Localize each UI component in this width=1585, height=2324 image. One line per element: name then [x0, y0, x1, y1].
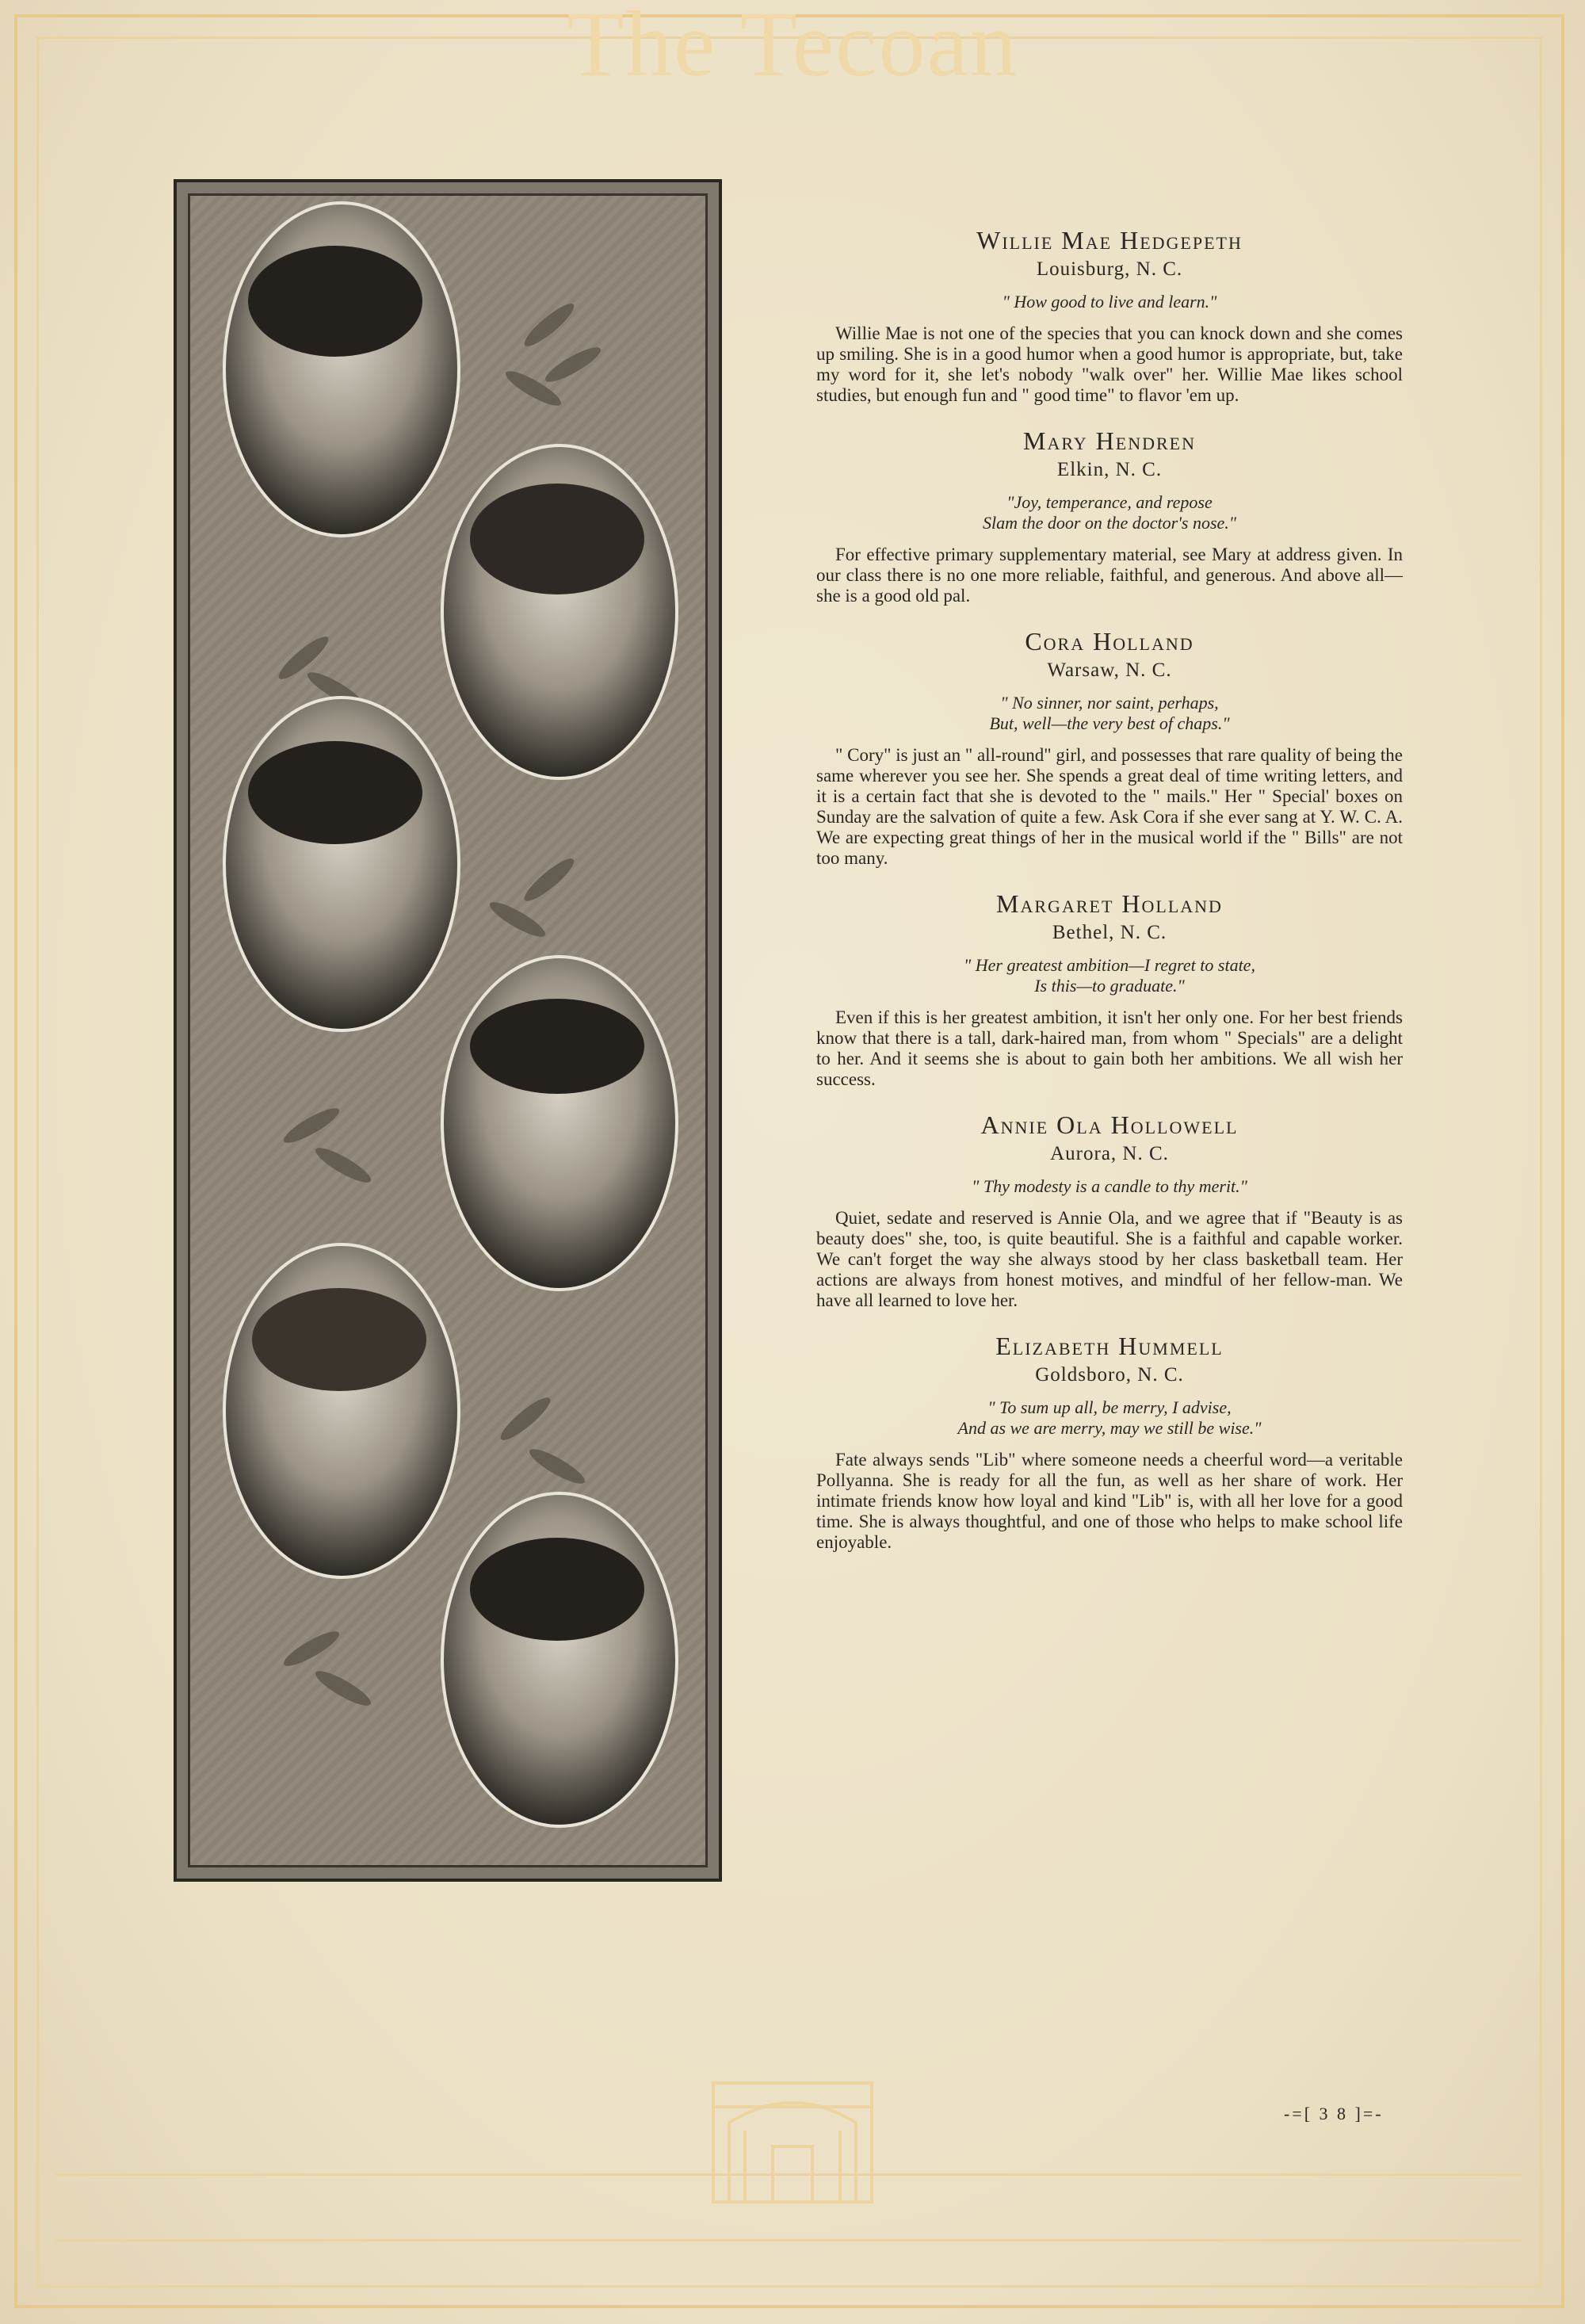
entry-mary-hendren [816, 426, 1403, 606]
entry-cora-holland [816, 627, 1403, 869]
entry-name: Mary Hendren [1022, 426, 1196, 455]
entry-bio: Willie Mae is not one of the species that you can knock down and she comes up smiling. She is in a good humor when a good humor is appropriate, but, take my word for it, she let's nobody "walk over" her. Willie Mae likes school studies, but enough fun and " good time" to flavor 'em up. [816, 323, 1403, 405]
entry-bio: Even if this is her greatest ambition, it isn't her only one. For her best friends know that there is a tall, dark-haired man, from whom " Specials" are a delight to her. And it seems she is about to gain both her ambitions. We all wish her success. [816, 1007, 1403, 1089]
entry-town: Louisburg, N. C. [1036, 258, 1183, 280]
entry-margaret-holland [816, 889, 1403, 1090]
portrait-collage [177, 182, 725, 1885]
entry-bio: For effective primary supplementary material, see Mary at address given. In our class there is no one more reliable, faithful, and generous. And above all—she is a good old pal. [816, 545, 1403, 606]
portrait-cora-holland [224, 698, 459, 1030]
entry-town: Bethel, N. C. [1052, 922, 1167, 943]
entry-quote: " Her greatest ambition—I regret to state, Is this—to graduate." [964, 955, 1255, 996]
header-title: The Tecoan [567, 0, 1018, 96]
entry-quote: "Joy, temperance, and repose Slam the door on the doctor's nose." [982, 492, 1237, 533]
page-number: -=[ 3 8 ]=- [1284, 2104, 1384, 2123]
biography-column [816, 226, 1403, 1573]
entry-annie-ola-hollowell [816, 1110, 1403, 1311]
entry-name: Annie Ola Hollowell [980, 1110, 1239, 1139]
entry-town: Warsaw, N. C. [1047, 659, 1172, 681]
portrait-margaret-holland [442, 957, 677, 1290]
entry-name: Willie Mae Hedgepeth [976, 226, 1243, 254]
entry-name: Margaret Holland [996, 889, 1223, 918]
portrait-willie-mae [224, 203, 459, 536]
entry-willie-mae-hedgepeth [816, 226, 1403, 406]
entry-quote: " Thy modesty is a candle to thy merit." [972, 1176, 1247, 1196]
entry-bio: Quiet, sedate and reserved is Annie Ola, and we agree that if "Beauty is as beauty does" she, too, is quite beautiful. She is a faithful and capable worker. We can't forget the way she always stood by her class basketball team. Her actions are always from honest motives, and mindful of her fellow-man. We have all learned to love her. [816, 1208, 1403, 1310]
entry-quote: " No sinner, nor saint, perhaps, But, well—the very best of chaps." [989, 693, 1230, 733]
entry-town: Goldsboro, N. C. [1035, 1364, 1184, 1386]
portrait-elizabeth-hummell [442, 1493, 677, 1826]
entry-name: Elizabeth Hummell [995, 1332, 1224, 1360]
entry-name: Cora Holland [1025, 627, 1194, 656]
portrait-mary-hendren [442, 445, 677, 778]
portrait-panel [174, 179, 722, 1882]
entry-quote: " To sum up all, be merry, I advise, And as we are merry, may we still be wise." [957, 1397, 1262, 1438]
entry-town: Elkin, N. C. [1056, 459, 1163, 480]
entry-town: Aurora, N. C. [1050, 1143, 1169, 1164]
entry-quote: " How good to live and learn." [1002, 292, 1217, 312]
building-ornament-icon [697, 2075, 888, 2210]
portrait-annie-ola-hollowell [224, 1244, 459, 1577]
entry-bio: " Cory" is just an " all-round" girl, and possesses that rare quality of being the same wherever you see her. She spends a great deal of time writing letters, and it is a certain fact that she is devoted to the " mails." Her " Special' boxes on Sunday are the salvation of quite a few. Ask Cora if she ever sang at Y. W. C. A. We are expecting great things of her in the musical world if the " Bills" are not too many. [816, 745, 1403, 868]
entry-elizabeth-hummell [816, 1332, 1403, 1553]
entry-bio: Fate always sends "Lib" where someone needs a cheerful word—a veritable Pollyanna. She is ready for all the fun, as well as her share of work. Her intimate friends know how loyal and kind "Lib" is, with all her love for a good time. She is always thoughtful, and one of those who helps to make school life enjoyable. [816, 1450, 1403, 1552]
